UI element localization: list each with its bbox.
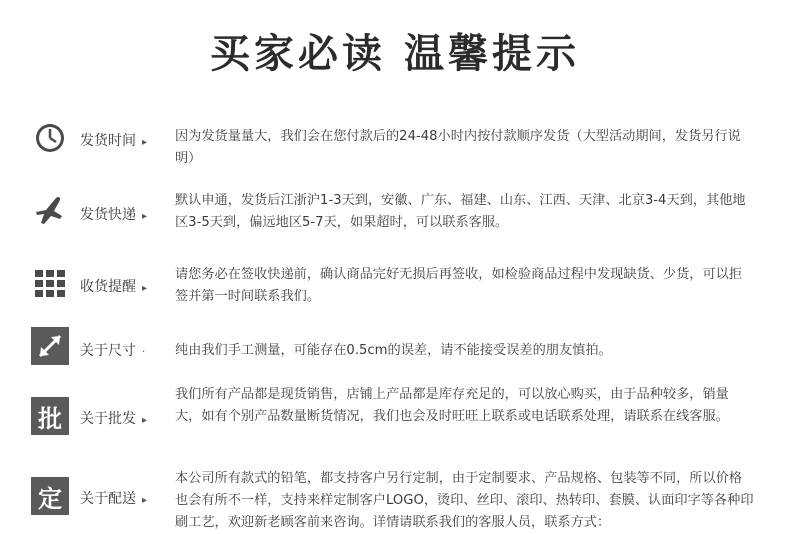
chevron-right-icon: ▸ [142,495,148,506]
grid-icon [30,264,70,304]
row-label: 发货时间 ▸ [80,133,148,149]
row-label: 关于批发 ▸ [80,411,148,427]
row-text: 我们所有产品都是现货销售，店铺上产品都是库存充足的，可以放心购买，由于品种较多，销量大，如有个别产品数量断货情况，我们也会及时旺旺上联系或电话联系处理，请联系在线客服。 [175,387,729,424]
row-label: 发货快递 ▸ [80,207,148,223]
resize-arrow-icon [30,326,70,366]
chevron-right-icon: ▸ [142,415,148,426]
dot-icon: · [142,347,146,358]
chevron-right-icon: ▸ [142,283,148,294]
airplane-icon [30,190,70,230]
row-text: 请您务必在签收快递前，确认商品完好无损后再签收，如检验商品过程中发现缺货、少货，可以拒签并第一时间联系我们。 [175,267,743,304]
row-text: 默认申通，发货后江浙沪1-3天到，安徽、广东、福建、山东、江西、天津、北京3-4天到，其他地区3-5天到，偏远地区5-7天，如果超时，可以联系客服。 [175,193,746,230]
ding-badge-icon: 定 [30,476,70,516]
row-text: 因为发货量量大，我们会在您付款后的24-48小时内按付款顺序发货（大型活动期间，发货另行说明） [175,129,741,166]
row-label: 关于配送 ▸ [80,491,148,507]
row-text: 纯由我们手工测量，可能存在0.5cm的误差，请不能接受误差的朋友慎拍。 [175,343,612,358]
page-title: 买家必读 温馨提示 [210,31,580,77]
chevron-right-icon: ▸ [142,211,148,222]
clock-icon [30,118,70,158]
row-label: 关于尺寸 · [80,343,146,359]
row-label: 收货提醒 ▸ [80,279,148,295]
chevron-right-icon: ▸ [142,137,148,148]
row-text: 本公司所有款式的铅笔，都支持客户另行定制，由于定制要求、产品规格、包装等不同，所以价格也会有所不一样，支持来样定制客户LOGO，烫印、丝印、滚印、热转印、套膜、认面印字等各种印刷工艺，欢迎新老顾客前来咨询。详情请联系我们的客服人员，联系方式： [175,471,754,530]
pi-badge-icon: 批 [30,396,70,436]
